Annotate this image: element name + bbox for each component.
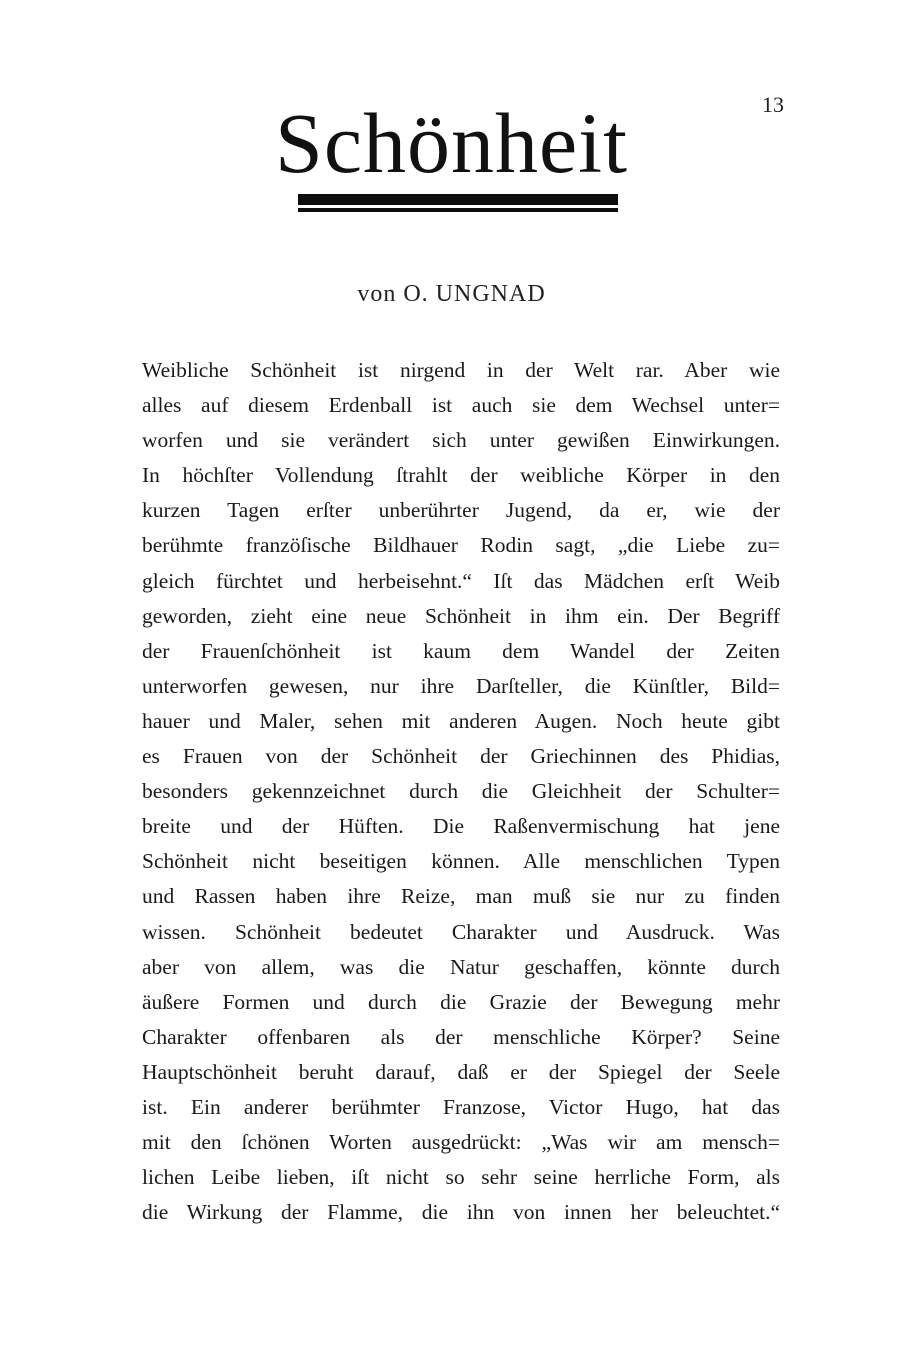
text-line: Hauptschönheit beruht darauf, daß er der Spiegel der Seele [142,1059,780,1084]
text-line: worfen und sie verändert sich unter gewißen Einwirkungen. [142,428,780,453]
text-line: äußere Formen und durch die Grazie der Bewegung mehr [142,989,780,1014]
text-line: hauer und Maler, sehen mit anderen Augen. Noch heute gibt [142,708,780,733]
text-line: geworden, zieht eine neue Schönheit in ihm ein. Der Begriff [142,603,780,628]
title-underline-thick [298,194,618,205]
text-line: Weibliche Schönheit ist nirgend in der Welt rar. Aber wie [142,358,780,382]
text-line: unterworfen gewesen, nur ihre Darſteller, die Künſtler, Bild= [142,673,780,698]
text-line: aber von allem, was die Natur geschaffen, könnte durch [142,954,780,979]
text-line: breite und der Hüften. Die Raßenvermischung hat jene [142,814,780,839]
title-underline-thin [298,208,618,212]
text-line: gleich fürchtet und herbeisehnt.“ Iſt das Mädchen erſt Weib [142,568,780,593]
article-title: Schönheit [275,95,628,191]
text-line: Charakter offenbaren als der menschliche Körper? Seine [142,1024,780,1049]
text-line: alles auf diesem Erdenball ist auch sie dem Wechsel unter= [142,393,780,418]
text-line: lichen Leibe lieben, iſt nicht so sehr seine herrliche Form, als [142,1165,780,1190]
text-line: berühmte franzöſische Bildhauer Rodin sagt, „die Liebe zu= [142,533,780,558]
text-line: der Frauenſchönheit ist kaum dem Wandel der Zeiten [142,638,780,663]
text-line: und Rassen haben ihre Reize, man muß sie nur zu finden [142,884,780,909]
text-line: es Frauen von der Schönheit der Griechinnen des Phidias, [142,744,780,769]
article-body [142,353,780,1230]
text-line: besonders gekennzeichnet durch die Gleichheit der Schulter= [142,779,780,804]
text-line: wissen. Schönheit bedeutet Charakter und Ausdruck. Was [142,919,780,944]
text-line: kurzen Tagen erſter unberührter Jugend, da er, wie der [142,498,780,523]
text-line: In höchſter Vollendung ſtrahlt der weibliche Körper in den [142,463,780,488]
author-byline: von O. UNGNAD [357,281,546,307]
text-line: die Wirkung der Flamme, die ihn von innen her beleuchtet.“ [142,1200,780,1225]
page-number: 13 [762,92,784,117]
text-line: ist. Ein anderer berühmter Franzose, Victor Hugo, hat das [142,1094,780,1119]
text-line: Schönheit nicht beseitigen können. Alle menschlichen Typen [142,849,780,874]
text-line: mit den ſchönen Worten ausgedrückt: „Was wir am mensch= [142,1130,780,1155]
